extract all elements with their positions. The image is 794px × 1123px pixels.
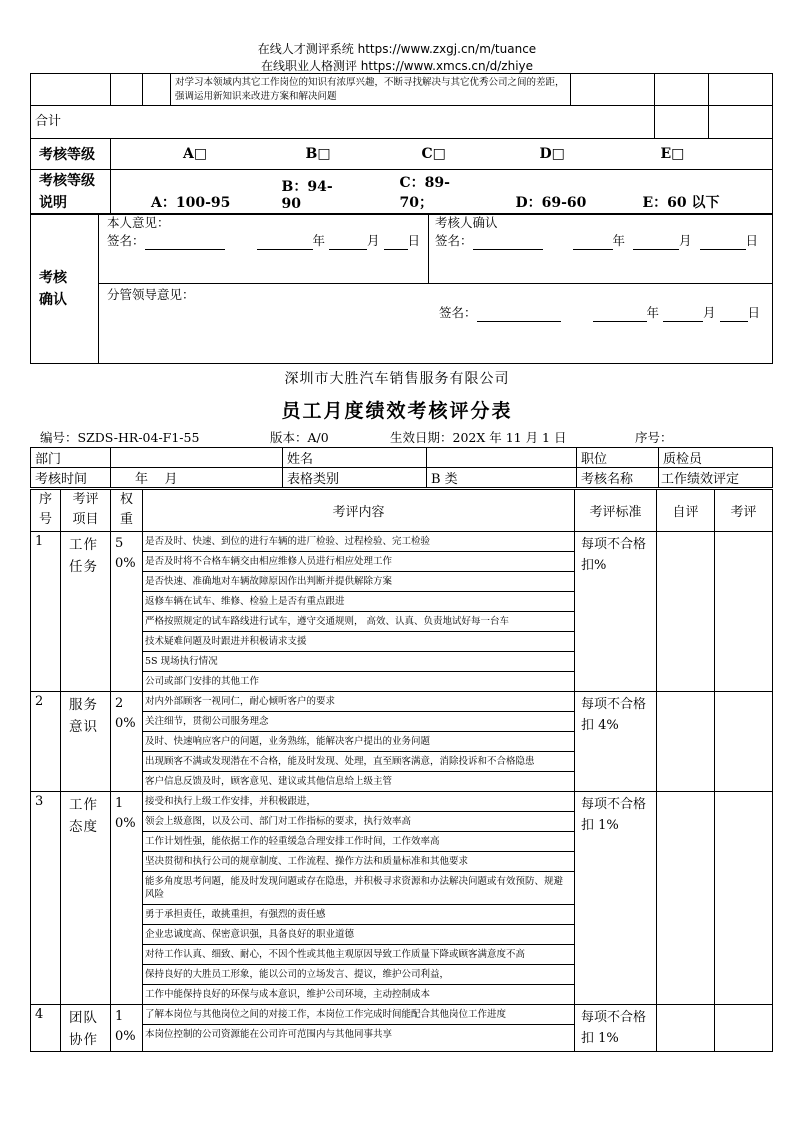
content-item: 接受和执行上级工作安排，并积极跟进，	[143, 792, 574, 812]
assessor-day-label: 日	[745, 233, 759, 248]
leader-month-label: 月	[703, 305, 716, 320]
leader-day-field[interactable]	[720, 309, 748, 322]
content-item: 勇于承担责任，敢挑重担，有强烈的责任感	[143, 905, 574, 925]
content-item: 坚决贯彻和执行公司的规章制度、工作流程、操作方法和质量标准和其他要求	[143, 852, 574, 872]
position-label: 职位	[577, 448, 659, 468]
header-line-1: 在线人才测评系统 https://www.zxgj.cn/m/tuance	[257, 42, 537, 56]
row-contents	[143, 1005, 575, 1052]
col-content: 考评内容	[143, 490, 575, 532]
content-item: 是否及时将不合格车辆交由相应维修人员进行相应处理工作	[143, 552, 574, 572]
row-item: 工作任务	[61, 532, 111, 692]
content-item: 出现顾客不满或发现潜在不合格，能及时发现、处理，直至顾客满意，消除投诉和不合格隐患	[143, 752, 574, 772]
leader-year-label: 年	[646, 305, 660, 320]
assessor-month-label: 月	[679, 233, 692, 248]
assessor-month-field[interactable]	[633, 237, 679, 250]
self-year-label: 年	[312, 233, 326, 248]
col-seq: 序号	[38, 492, 52, 527]
time-label: 考核时间	[31, 468, 111, 488]
evaluation-table	[30, 489, 773, 1052]
doc-code: 编号：SZDS-HR-04-F1-55	[40, 430, 200, 445]
content-item: 对内外部顾客一视同仁，耐心倾听客户的要求	[143, 692, 574, 712]
self-month-label: 月	[367, 233, 380, 248]
content-item: 企业忠诚度高、保密意识强，具备良好的职业道德	[143, 925, 574, 945]
content-item: 关注细节，贯彻公司服务理念	[143, 712, 574, 732]
row-eval-score[interactable]	[715, 1005, 773, 1052]
content-item: 能多角度思考问题，能及时发现问题或存在隐患，并积极寻求资源和办法解决问题或有效预防、规避风险	[143, 872, 574, 905]
prev-table	[30, 73, 773, 139]
content-item: 公司或部门安排的其他工作	[145, 676, 260, 687]
leader-day-label: 日	[747, 305, 761, 320]
row-weight: 20%	[111, 692, 143, 792]
row-weight: 50%	[111, 532, 143, 692]
content-item: 返修车辆在试车、维修、检验上是否有重点跟进	[143, 592, 574, 612]
info-table	[30, 447, 773, 488]
grade-desc-e: E：60 以下	[597, 170, 773, 215]
content-item: 工作中能保持良好的环保与成本意识，维护公司环境，主动控制成本	[145, 989, 431, 1000]
assessor-year-label: 年	[612, 233, 626, 248]
doc-version: 版本：A/0	[270, 430, 329, 445]
content-item: 及时、快速响应客户的问题，业务熟练，能解决客户提出的业务问题	[143, 732, 574, 752]
content-item: 是否及时、快速、到位的进行车辆的进厂检验、过程检验、完工检验	[143, 532, 574, 552]
content-item: 对待工作认真、细致、耐心，不因个性或其他主观原因导致工作质量下降或顾客满意度不高	[143, 945, 574, 965]
grade-c[interactable]: C□	[354, 139, 472, 170]
dept-value[interactable]	[111, 448, 283, 468]
assess-name-value: 工作绩效评定	[659, 468, 773, 488]
leader-sign-label: 签名：	[439, 305, 477, 320]
assess-name-label: 考核名称	[577, 468, 659, 488]
row-self-score[interactable]	[657, 792, 715, 1005]
grade-desc-c: C：89-70；	[354, 170, 472, 215]
grade-desc-b: B：94-90	[236, 170, 354, 215]
row-seq: 2	[31, 692, 61, 792]
assessor-year-field[interactable]	[573, 237, 613, 250]
row-self-score[interactable]	[657, 692, 715, 792]
total-label: 合计	[31, 106, 655, 139]
company-name: 深圳市大胜汽车销售服务有限公司	[284, 371, 510, 387]
grade-e[interactable]: E□	[597, 139, 773, 170]
row-eval-score[interactable]	[715, 692, 773, 792]
page-title: 员工月度绩效考核评分表	[281, 400, 513, 422]
assessor-confirm-label: 考核人确认	[435, 215, 498, 230]
row-seq: 1	[31, 532, 61, 692]
self-sign-field[interactable]	[145, 237, 225, 250]
content-item: 本岗位控制的公司资源能在公司许可范围内与其他同事共享	[145, 1029, 393, 1040]
row-item: 团队协作	[61, 1005, 111, 1052]
content-item: 领会上级意图，以及公司、部门对工作指标的要求，执行效率高	[143, 812, 574, 832]
row-contents	[143, 692, 575, 792]
self-opinion-label: 本人意见：	[107, 215, 170, 230]
confirm-label: 考核确认	[39, 269, 67, 308]
content-item: 5S 现场执行情况	[143, 652, 574, 672]
form-type-label: 表格类别	[283, 468, 427, 488]
table-row	[31, 792, 773, 1005]
row-standard: 每项不合格扣 1%	[575, 792, 657, 1005]
self-sign-label: 签名：	[107, 233, 145, 248]
doc-effective-date: 生效日期：202X 年 11 月 1 日	[390, 430, 567, 445]
content-item: 客户信息反馈及时，顾客意见、建议或其他信息给上级主管	[145, 776, 393, 787]
content-item: 保持良好的大胜员工形象，能以公司的立场发言、提议，维护公司利益，	[143, 965, 574, 985]
assessor-sign-field[interactable]	[473, 237, 543, 250]
table-row	[31, 1005, 773, 1052]
row-standard: 每项不合格扣 1%	[575, 1005, 657, 1052]
grade-label: 考核等级	[31, 139, 111, 170]
row-self-score[interactable]	[657, 532, 715, 692]
self-day-field[interactable]	[384, 237, 408, 250]
leader-month-field[interactable]	[663, 309, 703, 322]
row-weight: 10%	[111, 1005, 143, 1052]
self-month-field[interactable]	[329, 237, 367, 250]
content-item: 工作计划性强，能依据工作的轻重缓急合理安排工作时间，工作效率高	[143, 832, 574, 852]
col-standard: 考评标准	[575, 490, 657, 532]
table-row	[31, 532, 773, 692]
content-item: 是否快速、准确地对车辆故障原因作出判断并提供解除方案	[143, 572, 574, 592]
col-weight: 权重	[119, 492, 133, 527]
row-contents	[143, 532, 575, 692]
content-item: 技术疑难问题及时跟进并积极请求支援	[143, 632, 574, 652]
row-seq: 4	[31, 1005, 61, 1052]
grade-a[interactable]: A□	[111, 139, 236, 170]
table-row	[31, 692, 773, 792]
col-self: 自评	[657, 490, 715, 532]
row-seq: 3	[31, 792, 61, 1005]
row-item: 工作态度	[61, 792, 111, 1005]
assessor-day-field[interactable]	[700, 237, 746, 250]
row-eval-score[interactable]	[715, 532, 773, 692]
leader-sign-field[interactable]	[477, 309, 561, 322]
col-item: 考评项目	[72, 492, 99, 527]
content-item: 严格按照规定的试车路线进行试车，遵守交通规则， 高效、认真、负责地试好每一台车	[143, 612, 574, 632]
grade-desc-a: A：100-95	[111, 170, 236, 215]
header-line-2: 在线职业人格测评 https://www.xmcs.cn/d/zhiye	[260, 59, 534, 73]
form-type-value: B 类	[427, 468, 577, 488]
doc-seq: 序号：	[635, 430, 673, 445]
row-contents	[143, 792, 575, 1005]
row-eval-score[interactable]	[715, 792, 773, 1005]
self-day-label: 日	[407, 233, 421, 248]
grade-d[interactable]: D□	[472, 139, 597, 170]
grade-table	[30, 138, 773, 215]
row-standard: 每项不合格扣%	[575, 532, 657, 692]
row-item: 服务意识	[61, 692, 111, 792]
assessor-sign-label: 签名：	[435, 233, 473, 248]
carryover-text: 对学习本领域内其它工作岗位的知识有浓厚兴趣，不断寻找解决与其它优秀公司之间的差距，强调运用新知识来改进方案和解决问题	[171, 74, 571, 106]
dept-label: 部门	[31, 448, 111, 468]
grade-b[interactable]: B□	[236, 139, 354, 170]
confirm-table	[30, 213, 773, 364]
position-value: 质检员	[659, 448, 773, 468]
grade-desc-label: 考核等级说明	[31, 170, 111, 215]
col-eval: 考评	[715, 490, 773, 532]
leader-opinion-label: 分管领导意见：	[107, 287, 195, 302]
row-standard: 每项不合格扣 4%	[575, 692, 657, 792]
row-self-score[interactable]	[657, 1005, 715, 1052]
time-value[interactable]: 年 月	[111, 468, 283, 488]
name-value[interactable]	[427, 448, 577, 468]
grade-desc-d: D：69-60	[472, 170, 597, 215]
content-item: 了解本岗位与其他岗位之间的对接工作，本岗位工作完成时间能配合其他岗位工作进度	[143, 1005, 574, 1025]
name-label: 姓名	[283, 448, 427, 468]
leader-year-field[interactable]	[593, 309, 647, 322]
self-year-field[interactable]	[257, 237, 313, 250]
row-weight: 10%	[111, 792, 143, 1005]
